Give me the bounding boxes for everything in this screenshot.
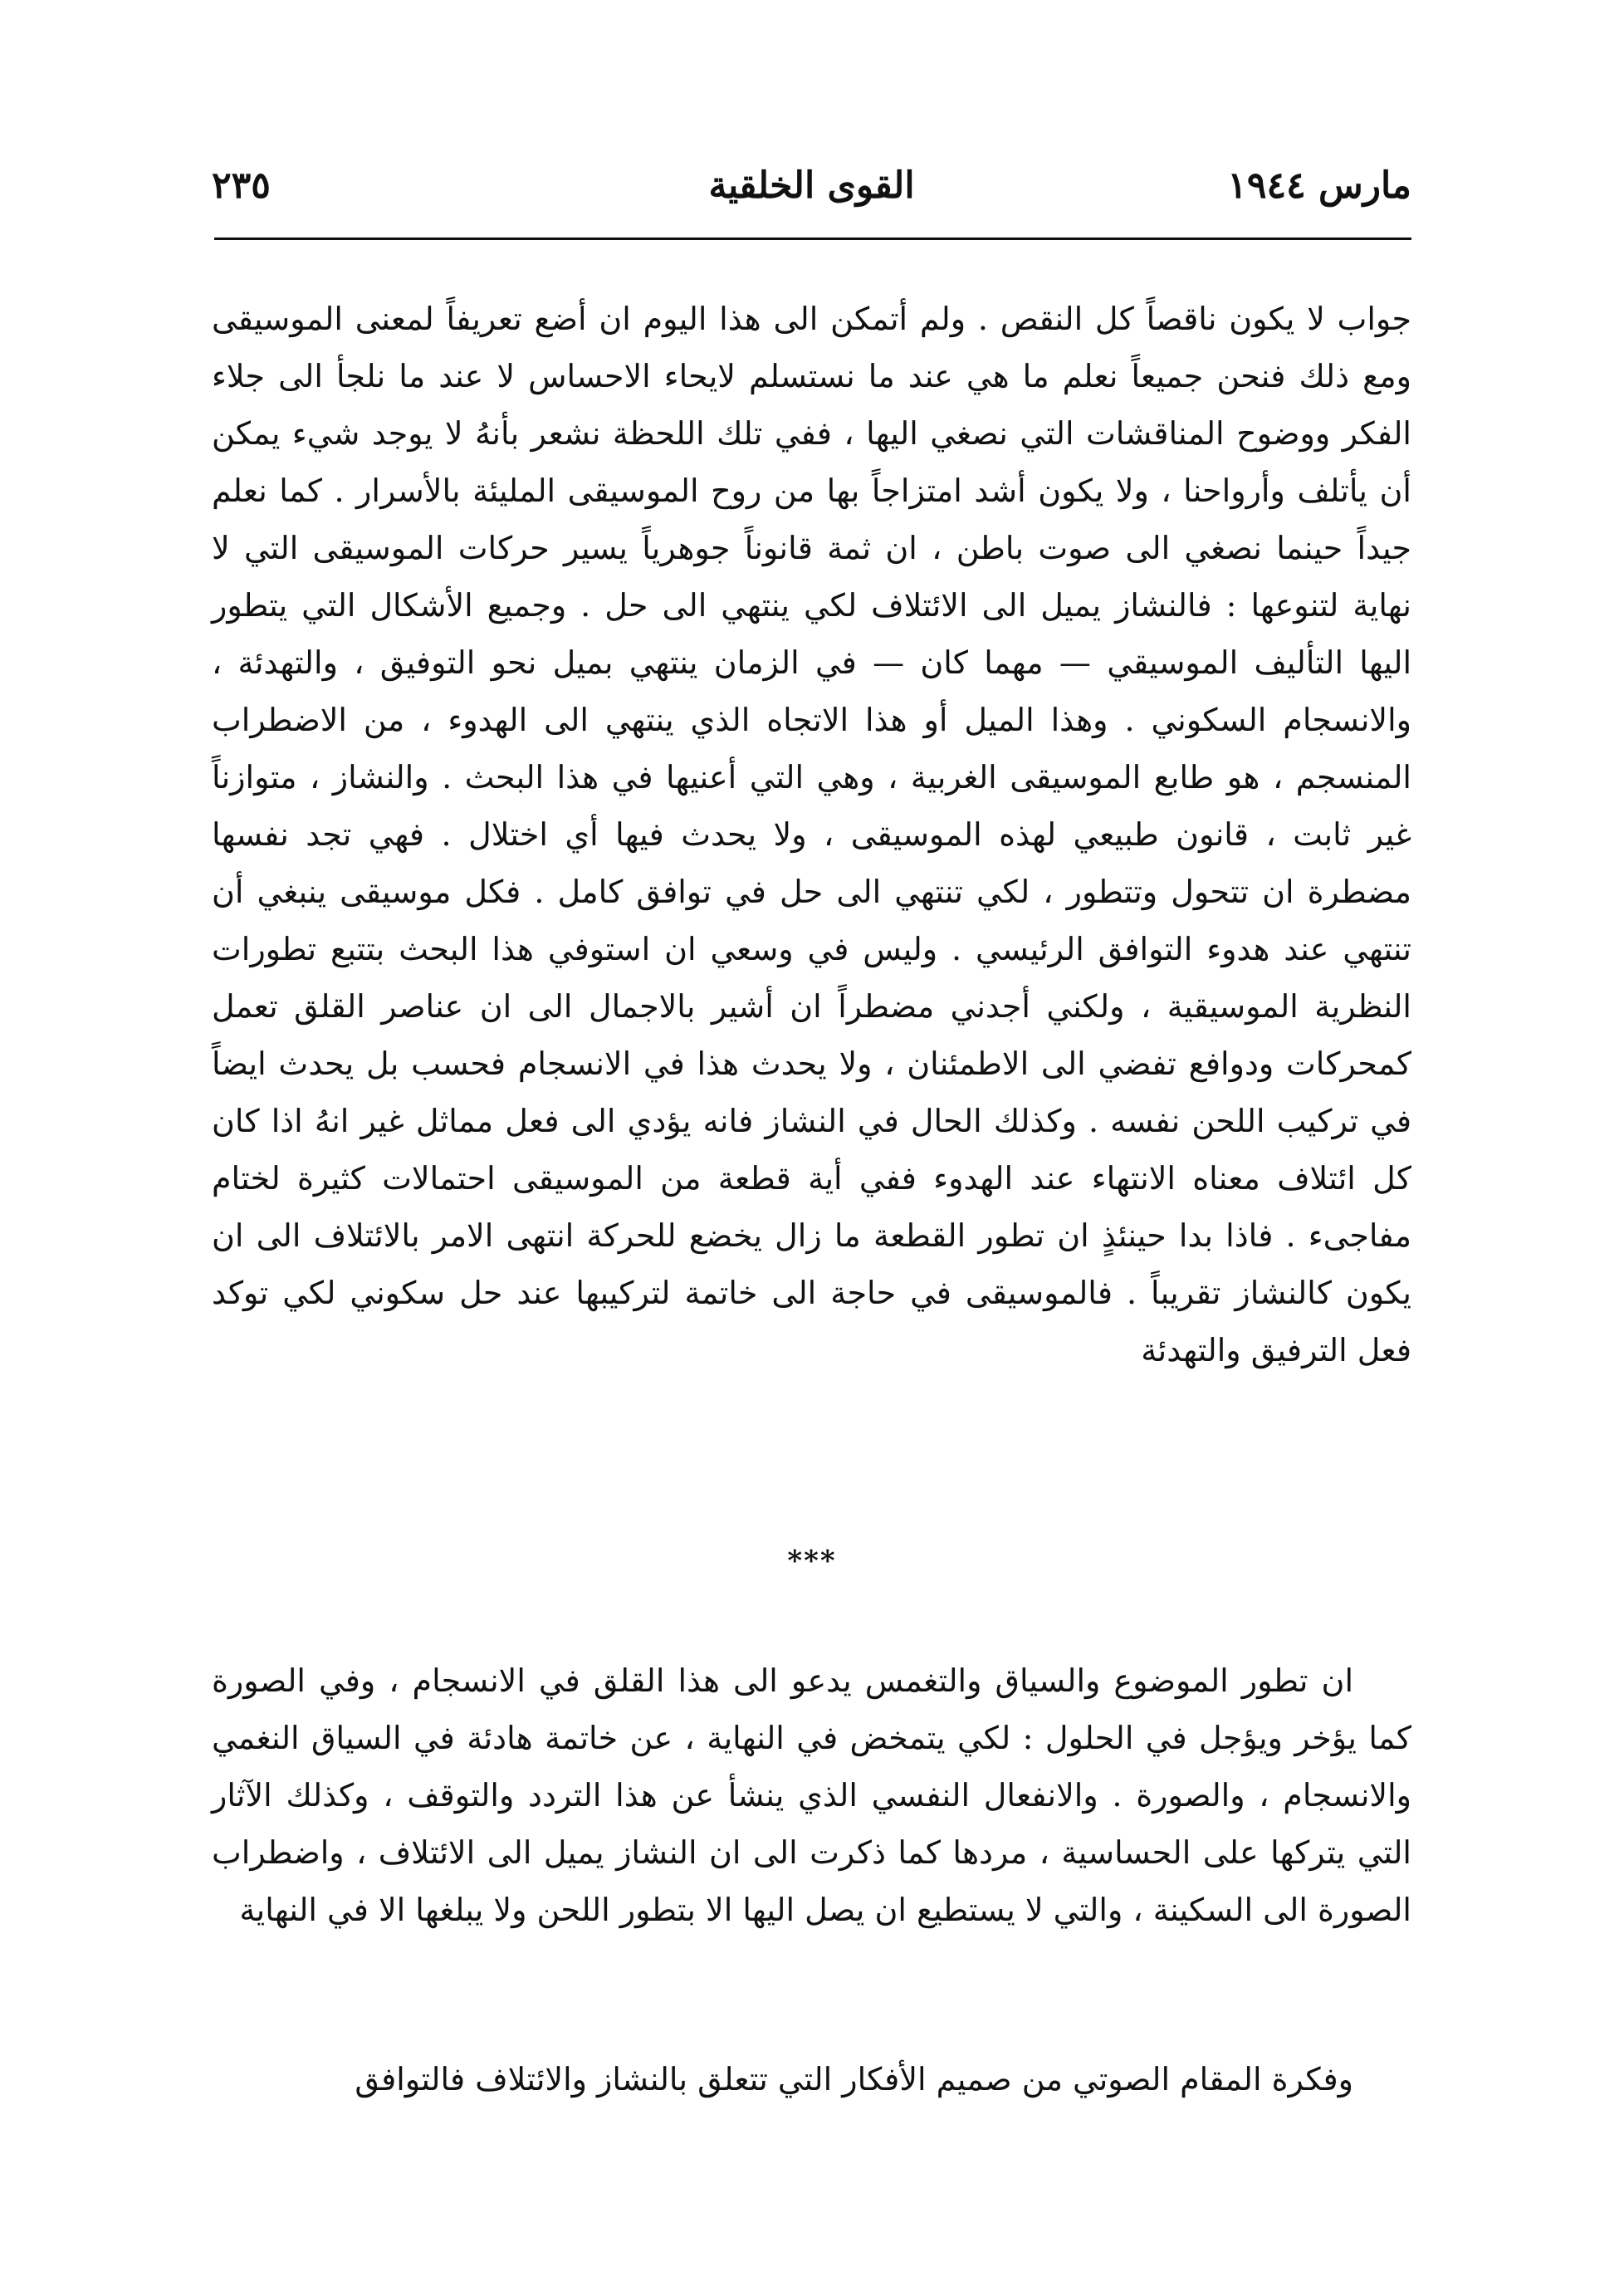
header-rule [214,237,1411,240]
page-number: ٢٣٥ [212,164,271,207]
paragraph-1 [212,291,1411,1379]
paragraph-text: جواب لا يكون ناقصاً كل النقص . ولم أتمكن الى هذا اليوم ان أضع تعريفاً لمعنى الموسيقى ومع ذلك فنحن جميعاً نعلم ما هي عند ما نستسلم لايحاء الاحساس لا عند ما نلجأ الى جلاء الفكر ووضوح المناقشات التي نصغي اليها ، ففي تلك اللحظة نشعر بأنهُ لا يوجد شيء يمكن أن يأتلف وأرواحنا ، ولا يكون أشد امتزاجاً بها من روح الموسيقى المليئة بالأسرار . كما نعلم جيداً حينما نصغي الى صوت باطن ، ان ثمة قانوناً جوهرياً يسير حركات الموسيقى التي لا نهاية لتنوعها : فالنشاز يميل الى الائتلاف لكي ينتهي الى حل . وجميع الأشكال التي يتطور اليها التأليف الموسيقي — مهما كان — في الزمان ينتهي بميل نحو التوفيق ، والتهدئة ، والانسجام السكوني . وهذا الميل أو هذا الاتجاه الذي ينتهي الى الهدوء ، من الاضطراب المنسجم ، هو طابع الموسيقى الغربية ، وهي التي أعنيها في هذا البحث . والنشاز ، متوازناً غير ثابت ، قانون طبيعي لهذه الموسيقى ، ولا يحدث فيها أي اختلال . فهي تجد نفسها مضطرة ان تتحول وتتطور ، لكي تنتهي الى حل في توافق كامل . فكل موسيقى ينبغي أن تنتهي عند هدوء التوافق الرئيسي . وليس في وسعي ان استوفي هذا البحث بتتبع تطورات النظرية الموسيقية ، ولكني أجدني مضطراً ان أشير بالاجمال الى ان عناصر القلق تعمل كمحركات ودوافع تفضي الى الاطمئنان ، ولا يحدث هذا في الانسجام فحسب بل يحدث ايضاً في تركيب اللحن نفسه . وكذلك الحال في النشاز فانه يؤدي الى فعل مماثل غير انهُ اذا كان كل ائتلاف معناه الانتهاء عند الهدوء ففي أية قطعة من الموسيقى احتمالات كثيرة لختام مفاجىء . فاذا بدا حينئذٍ ان تطور القطعة ما زال يخضع للحركة انتهى الامر بالائتلاف الى ان يكون كالنشاز تقريباً . فالموسيقى في حاجة الى خاتمة لتركيبها عند حل سكوني لكي توكد فعل الترفيق والتهدئة [212,301,1411,1368]
section-separator: *** [787,1544,837,1578]
header-date: مارس ١٩٤٤ [1227,164,1411,207]
paragraph-text: وفكرة المقام الصوتي من صميم الأفكار التي تتعلق بالنشاز والائتلاف فالتوافق [355,2061,1353,2098]
paragraph-2 [212,1652,1411,1939]
paragraph-text: ان تطور الموضوع والسياق والتغمس يدعو الى هذا القلق في الانسجام ، وفي الصورة كما يؤخر ويؤجل في الحلول : لكي يتمخض في النهاية ، عن خاتمة هادئة في السياق النغمي والانسجام ، والصورة . والانفعال النفسي الذي ينشأ عن هذا التردد والتوقف ، وكذلك الآثار التي يتركها على الحساسية ، مردها كما ذكرت الى ان النشاز يميل الى الائتلاف ، واضطراب الصورة الى السكينة ، والتي لا يستطيع ان يصل اليها الا بتطور اللحن ولا يبلغها الا في النهاية [212,1662,1411,1928]
paragraph-3 [212,2051,1411,2108]
running-head [212,164,1411,223]
header-title: القوى الخلقية [708,164,915,207]
